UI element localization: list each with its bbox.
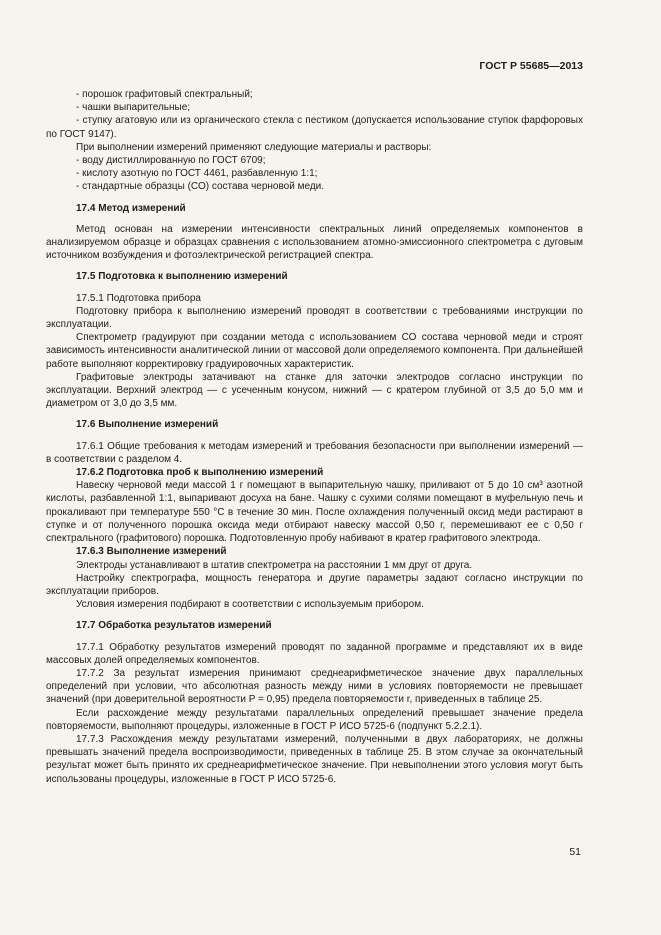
document-header: ГОСТ Р 55685—2013 <box>479 60 583 72</box>
spacer <box>46 633 583 641</box>
spacer <box>46 194 583 202</box>
section-heading: 17.7 Обработка результатов измерений <box>76 620 272 632</box>
section-heading: 17.4 Метод измерений <box>76 202 186 214</box>
section-heading: 17.5 Подготовка к выполнению измерений <box>76 271 288 283</box>
paragraph: Условия измерения подбирают в соответствии с используемым прибором. <box>76 599 424 611</box>
paragraph: - стандартные образцы (СО) состава черновой меди. <box>76 181 325 193</box>
paragraph: 17.7.1 Обработку результатов измерений проводят по заданной программе и представляют их в виде массовых долей определяемых компонентов. <box>46 641 583 666</box>
paragraph: - чашки выпарительные; <box>76 102 191 114</box>
paragraph: - ступку агатовую или из органического стекла с пестиком (допускается использование ступок фарфоровых по ГОСТ 9147). <box>46 115 583 140</box>
section-heading: 17.6 Выполнение измерений <box>76 419 219 431</box>
spacer <box>46 410 583 418</box>
paragraph: Метод основан на измерении интенсивности спектральных линий определяемых компонентов в анализируемом образце и образцах сравнения с использованием атомно-эмиссионного спектрометра с дуговым источником возбуждения и фотоэлектрической регистрацией спектра. <box>46 223 583 262</box>
paragraph: 17.5.1 Подготовка прибора <box>76 292 201 304</box>
paragraph: Спектрометр градуируют при создании метода с использованием СО состава черновой меди и строят зависимость интенсивности аналитической линии от массовой доли определяемого компонента. При дальнейшей работе выполняют корректировку градуировочных характеристик. <box>46 332 583 370</box>
spacer <box>46 262 583 270</box>
page-number: 51 <box>569 846 581 858</box>
paragraph: Графитовые электроды затачивают на станке для заточки электродов согласно инструкции по эксплуатации. Верхний электрод — с усеченным конусом, нижний — с кратером глубиной от 3,5 до 5,0 мм и диаметром от 3,0 до 3,5 мм. <box>46 371 583 410</box>
paragraph: 17.6.1 Общие требования к методам измерений и требования безопасности при выполнении измерений — в соответствии с разделом 4. <box>46 440 583 465</box>
paragraph: - воду дистиллированную по ГОСТ 6709; <box>76 155 266 167</box>
paragraph: 17.7.3 Расхождения между результатами измерений, полученными в двух лабораториях, не должны превышать значений предела воспроизводимости, приведенных в таблице 25. В этом случае за окончательный результат может быть принято их среднеарифметическое значение. При невыполнении этого условия могут быть использованы процедуры, изложенные в ГОСТ Р ИСО 5725-6. <box>46 733 583 785</box>
spacer <box>46 611 583 619</box>
paragraph: - порошок графитовый спектральный; <box>76 89 253 100</box>
paragraph: - кислоту азотную по ГОСТ 4461, разбавленную 1:1; <box>76 168 318 180</box>
paragraph: При выполнении измерений применяют следующие материалы и растворы: <box>76 141 432 153</box>
paragraph: 17.7.2 За результат измерения принимают среднеарифметическое значение двух параллельных определений при условии, что абсолютная разность между ними в условиях повторяемости не превышает значений (при доверительной вероятности P = 0,95) предела повторяемости r, приведенных в таблице 25. <box>46 667 583 706</box>
document-body <box>46 88 583 786</box>
paragraph: Электроды устанавливают в штатив спектрометра на расстоянии 1 мм друг от друга. <box>76 559 473 571</box>
spacer <box>46 432 583 440</box>
paragraph: Подготовку прибора к выполнению измерений проводят в соответствии с требованиями инструкции по эксплуатации. <box>46 305 583 331</box>
paragraph: Навеску черновой меди массой 1 г помещают в выпарительную чашку, приливают от 5 до 10 см³ азотной кислоты, разбавленной 1:1, выпаривают досуха на бане. Чашку с сухими солями помещают в муфельную печь и прокаливают при температуре 550 °С в течение 30 мин. После охлаждения полученный оксид меди растирают в ступке и от полученного порошка оксида меди отбирают навеску массой 0,50 г, перемешивают ее с 0,50 г спектрального (графитового) порошка. Подготовленную пробу набивают в кратер графитового электрода. <box>46 480 583 545</box>
paragraph: Настройку спектрографа, мощность генератора и другие параметры задают согласно инструкции по эксплуатации приборов. <box>46 572 583 597</box>
section-heading: 17.6.3 Выполнение измерений <box>76 546 227 558</box>
spacer <box>46 215 583 223</box>
paragraph: Если расхождение между результатами параллельных определений превышает значение предела повторяемости, выполняют процедуры, изложенные в ГОСТ Р ИСО 5725-6 (подпункт 5.2.2.1). <box>46 707 583 732</box>
spacer <box>46 284 583 292</box>
section-heading: 17.6.2 Подготовка проб к выполнению измерений <box>76 467 324 479</box>
